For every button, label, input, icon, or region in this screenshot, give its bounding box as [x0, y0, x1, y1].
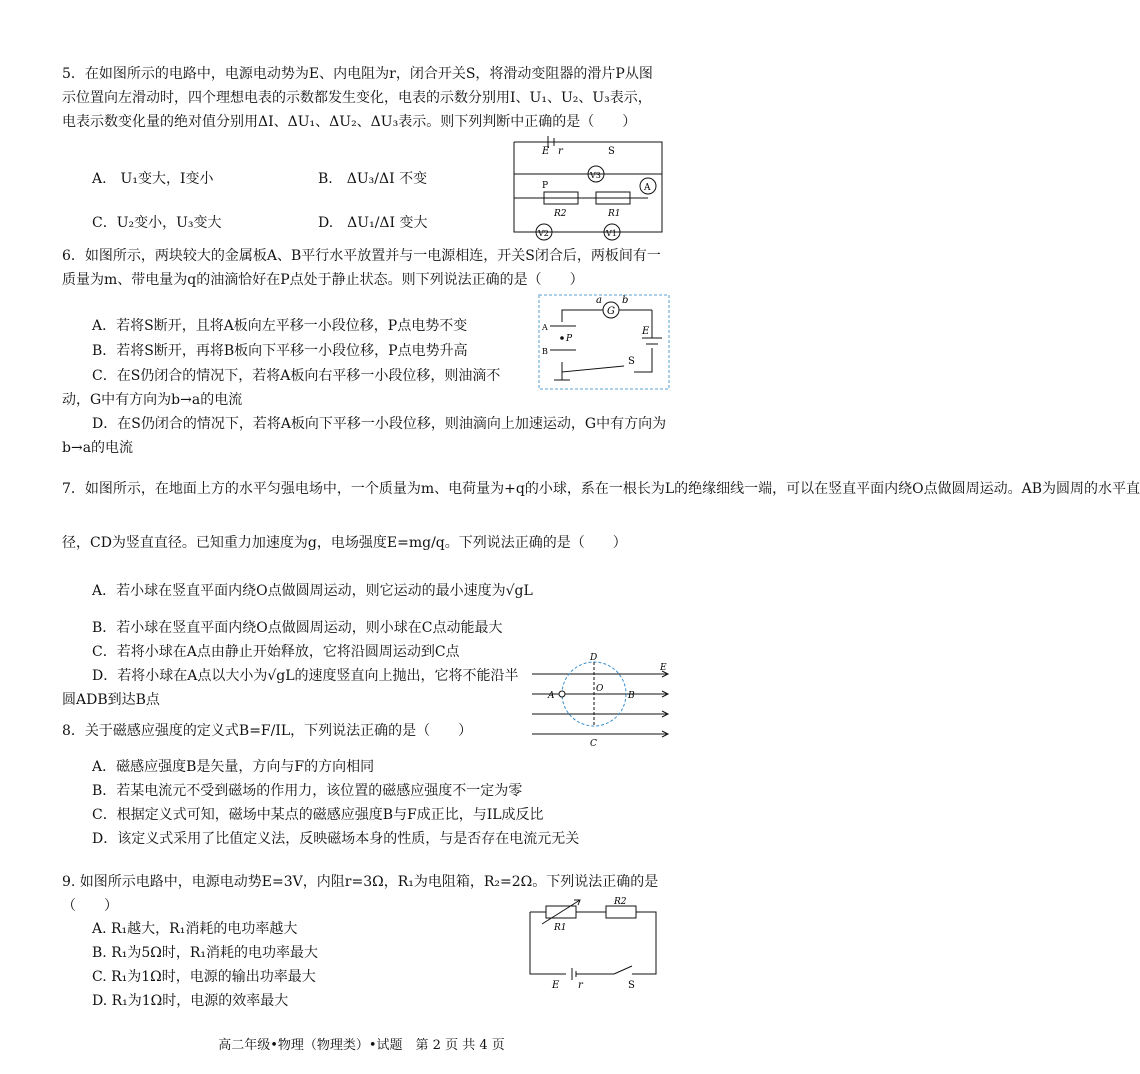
q5-option-d: D. ΔU₁/ΔI 变大	[318, 215, 428, 231]
q9-label-r: r	[578, 980, 583, 991]
q7-option-a: A．若小球在竖直平面内绕O点做圆周运动，则它运动的最小速度为√gL	[92, 583, 533, 599]
q5-stem: 5．在如图所示的电路中，电源电动势为E、内电阻为r，闭合开关S，将滑动变阻器的滑片P从图示位置向左滑动时，四个理想电表的示数都发生变化，电表的示数分别用I、U₁、U₂、U₃表示，电表示数变化量的绝对值分别用ΔI、ΔU₁、ΔU₂、ΔU₃表示。则下列判断中正确的是（ ）	[62, 66, 653, 130]
q7-label-c: C	[590, 739, 597, 749]
q7-label-e: E	[660, 663, 667, 673]
q6-point-p	[560, 336, 564, 340]
q5-option-b: B. ΔU₃/ΔI 不变	[318, 171, 428, 187]
q5-option-a: A. U₁变大，I变小	[92, 171, 214, 187]
q6-label-e: E	[642, 326, 650, 337]
q7-label-a: A	[548, 691, 555, 701]
q6-label-plate-a: A	[542, 323, 548, 332]
q9-label-r2: R2	[614, 897, 627, 907]
q5-label-a: A	[644, 183, 651, 193]
q6-stem: 6．如图所示，两块较大的金属板A、B平行水平放置并与一电源相连，开关S闭合后，两板间有一质量为m、带电量为q的油滴恰好在P点处于静止状态。则下列说法正确的是（ ）	[62, 248, 661, 288]
q6-capacitor-figure	[538, 294, 670, 390]
q6-label-b-end: b	[622, 295, 629, 306]
q8-option-b: B．若某电流元不受到磁场的作用力，该位置的磁感应强度不一定为零	[92, 783, 523, 799]
q7-option-c: C．若将小球在A点由静止开始释放，它将沿圆周运动到C点	[92, 644, 460, 660]
q5-option-c: C．U₂变小，U₃变大	[92, 215, 222, 231]
q6-label-s: S	[628, 356, 635, 367]
q7-option-d: D．若将小球在A点以大小为√gL的速度竖直向上抛出，它将不能沿半圆ADB到达B点	[62, 668, 519, 708]
q7-ball	[559, 691, 565, 697]
q9-label-s: S	[628, 980, 635, 991]
q7-field-figure	[532, 650, 672, 750]
q5-label-r2: R2	[554, 209, 567, 219]
q9-label-r1: R1	[554, 923, 567, 933]
q7-stem-line1: 7．如图所示，在地面上方的水平匀强电场中，一个质量为m、电荷量为+q的小球，系在一根长为L的绝缘细线一端，可以在竖直平面内绕O点做圆周运动。AB为圆周的水平直	[62, 481, 1140, 497]
q8-stem: 8．关于磁感应强度的定义式B=F/IL，下列说法正确的是（ ）	[62, 723, 473, 739]
q8-option-a: A．磁感应强度B是矢量，方向与F的方向相同	[92, 759, 375, 775]
q9-option-b: B. R₁为5Ω时，R₁消耗的电功率最大	[92, 945, 319, 961]
q7-label-d: D	[590, 653, 598, 663]
q5-label-p: P	[542, 181, 549, 191]
q6-option-b: B．若将S断开，再将B板向下平移一小段位移，P点电势升高	[92, 343, 468, 359]
q6-option-a: A．若将S断开，且将A板向左平移一小段位移，P点电势不变	[92, 318, 468, 334]
q9-option-d: D. R₁为1Ω时，电源的效率最大	[92, 993, 289, 1009]
q6-label-p: P	[566, 334, 573, 344]
q6-label-g: G	[607, 306, 615, 317]
q6-label-plate-b: B	[542, 347, 548, 356]
q6-option-c: C．在S仍闭合的情况下，若将A板向右平移一小段位移，则油滴不动，G中有方向为b→a的电流	[62, 368, 501, 408]
q7-label-o: O	[596, 684, 604, 694]
q6-option-d: D．在S仍闭合的情况下，若将A板向下平移一小段位移，则油滴向上加速运动，G中有方向为b→a的电流	[62, 416, 667, 456]
q5-label-r1: R1	[608, 209, 621, 219]
q6-label-a-end: a	[596, 295, 602, 306]
q7-option-b: B．若小球在竖直平面内绕O点做圆周运动，则小球在C点动能最大	[92, 620, 503, 636]
q9-option-c: C. R₁为1Ω时，电源的输出功率最大	[92, 969, 316, 985]
q9-option-a: A. R₁越大，R₁消耗的电功率越大	[92, 921, 298, 937]
q9-circuit-figure	[524, 896, 664, 992]
q7-stem-line2: 径，CD为竖直直径。已知重力加速度为g，电场强度E=mg/q。下列说法正确的是（ ）	[62, 535, 627, 551]
q5-label-v1: V1	[606, 229, 617, 238]
q7-label-b: B	[628, 691, 635, 701]
q8-option-c: C．根据定义式可知，磁场中某点的磁感应强度B与F成正比，与IL成反比	[92, 807, 544, 823]
q8-option-d: D．该定义式采用了比值定义法，反映磁场本身的性质，与是否存在电流元无关	[92, 831, 580, 847]
q5-label-v3: V3	[590, 171, 601, 180]
q5-circuit-figure	[508, 136, 668, 240]
q9-label-e: E	[552, 980, 560, 991]
page-footer: 高二年级•物理（物理类）•试题 第 2 页 共 4 页	[218, 1038, 505, 1053]
q9-stem: 9. 如图所示电路中，电源电动势E=3V，内阻r=3Ω，R₁为电阻箱，R₂=2Ω。下列说法正确的是（ ）	[62, 874, 659, 914]
q5-label-e: E	[542, 146, 550, 157]
q5-label-v2: V2	[538, 229, 549, 238]
q5-label-r: r	[558, 146, 563, 157]
q5-label-s: S	[608, 146, 615, 157]
